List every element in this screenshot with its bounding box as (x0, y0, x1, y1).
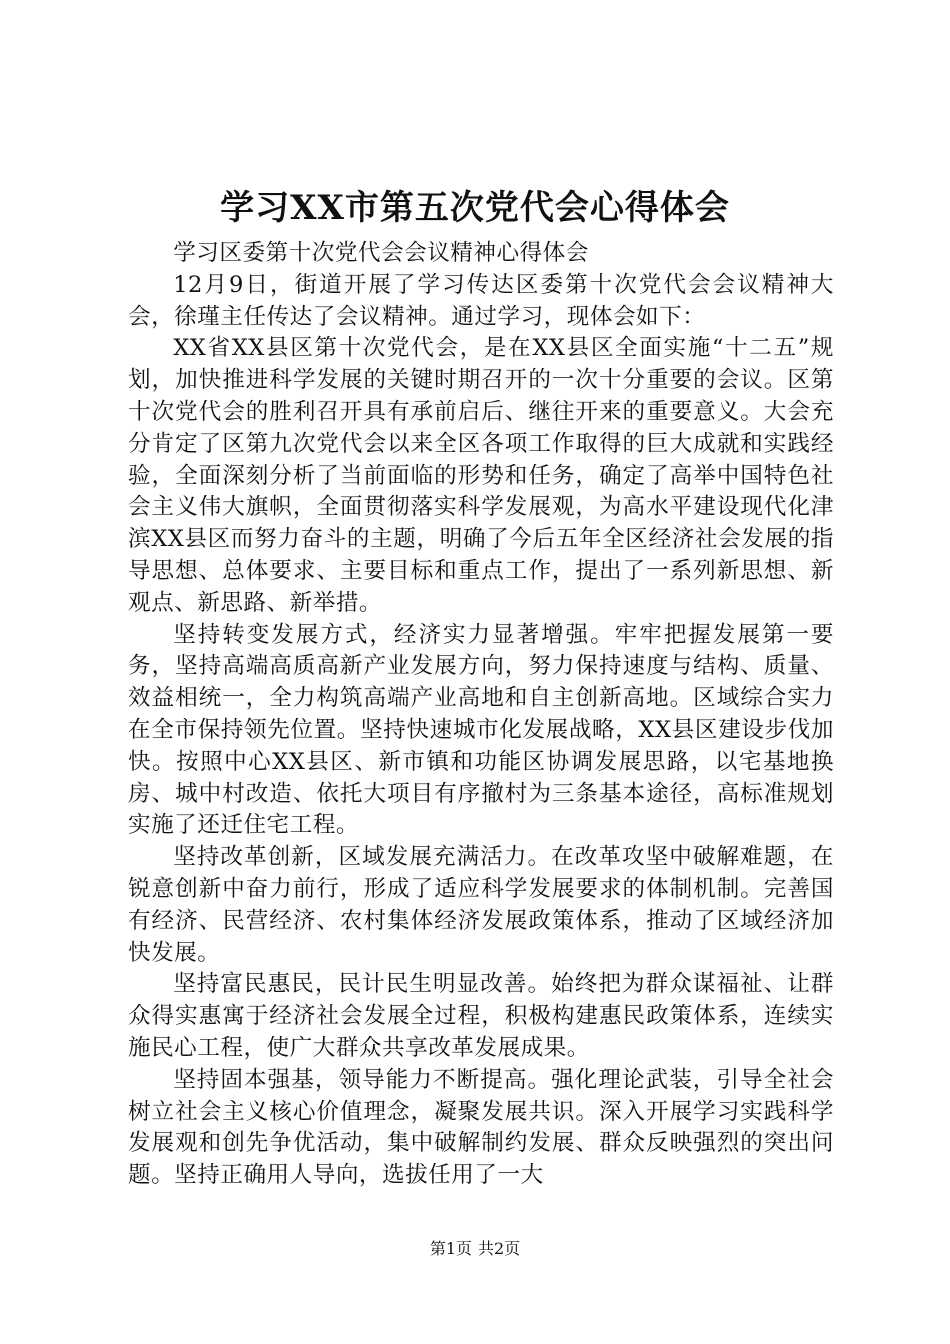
document-body (128, 238, 834, 1192)
paragraph-congress-overview: XX省XX县区第十次党代会，是在XX县区全面实施“十二五”规划，加快推进科学发展的关键时期召开的一次十分重要的会议。区第十次党代会的胜利召开具有承前启后、继往开来的重要意义。大会充分肯定了区第九次党代会以来全区各项工作取得的巨大成就和实践经验，全面深刻分析了当前面临的形势和任务，确定了高举中国特色社会主义伟大旗帜，全面贯彻落实科学发展观，为高水平建设现代化津滨XX县区而努力奋斗的主题，明确了今后五年全区经济社会发展的指导思想、总体要求、主要目标和重点工作，提出了一系列新思想、新观点、新思路、新举措。 (128, 335, 834, 616)
paragraph-subtitle: 学习区委第十次党代会会议精神心得体会 (173, 240, 589, 266)
paragraph-economy: 坚持转变发展方式，经济实力显著增强。牢牢把握发展第一要务，坚持高端高质高新产业发展方向，努力保持速度与结构、质量、效益相统一，全力构筑高端产业高地和自主创新高地。区域综合实力在全市保持领先位置。坚持快速城市化发展战略，XX县区建设步伐加快。按照中心XX县区、新市镇和功能区协调发展思路，以宅基地换房、城中村改造、依托大项目有序撤村为三条基本途径，高标准规划实施了还迁住宅工程。 (128, 621, 834, 839)
paragraph-livelihood: 坚持富民惠民，民计民生明显改善。始终把为群众谋福祉、让群众得实惠寓于经济社会发展全过程，积极构建惠民政策体系，连续实施民心工程，使广大群众共享改革发展成果。 (128, 971, 834, 1061)
page-footer (0, 1238, 950, 1260)
page-number: 第1页 (429, 1239, 472, 1258)
paragraph-leadership: 坚持固本强基，领导能力不断提高。强化理论武装，引导全社会树立社会主义核心价值理念，凝聚发展共识。深入开展学习实践科学发展观和创先争优活动，集中破解制约发展、群众反映强烈的突出问题。坚持正确用人导向，选拔任用了一大 (128, 1066, 834, 1189)
paragraph-reform: 坚持改革创新，区域发展充满活力。在改革攻坚中破解难题，在锐意创新中奋力前行，形成了适应科学发展要求的体制机制。完善国有经济、民营经济、农村集体经济发展政策体系，推动了区域经济加快发展。 (128, 844, 834, 966)
paragraph-intro: 12月9日，街道开展了学习传达区委第十次党代会会议精神大会，徐瑾主任传达了会议精神。通过学习，现体会如下： (128, 271, 834, 330)
document-title: 学习XX市第五次党代会心得体会 (220, 188, 730, 228)
page-total: 共2页 (478, 1239, 521, 1258)
